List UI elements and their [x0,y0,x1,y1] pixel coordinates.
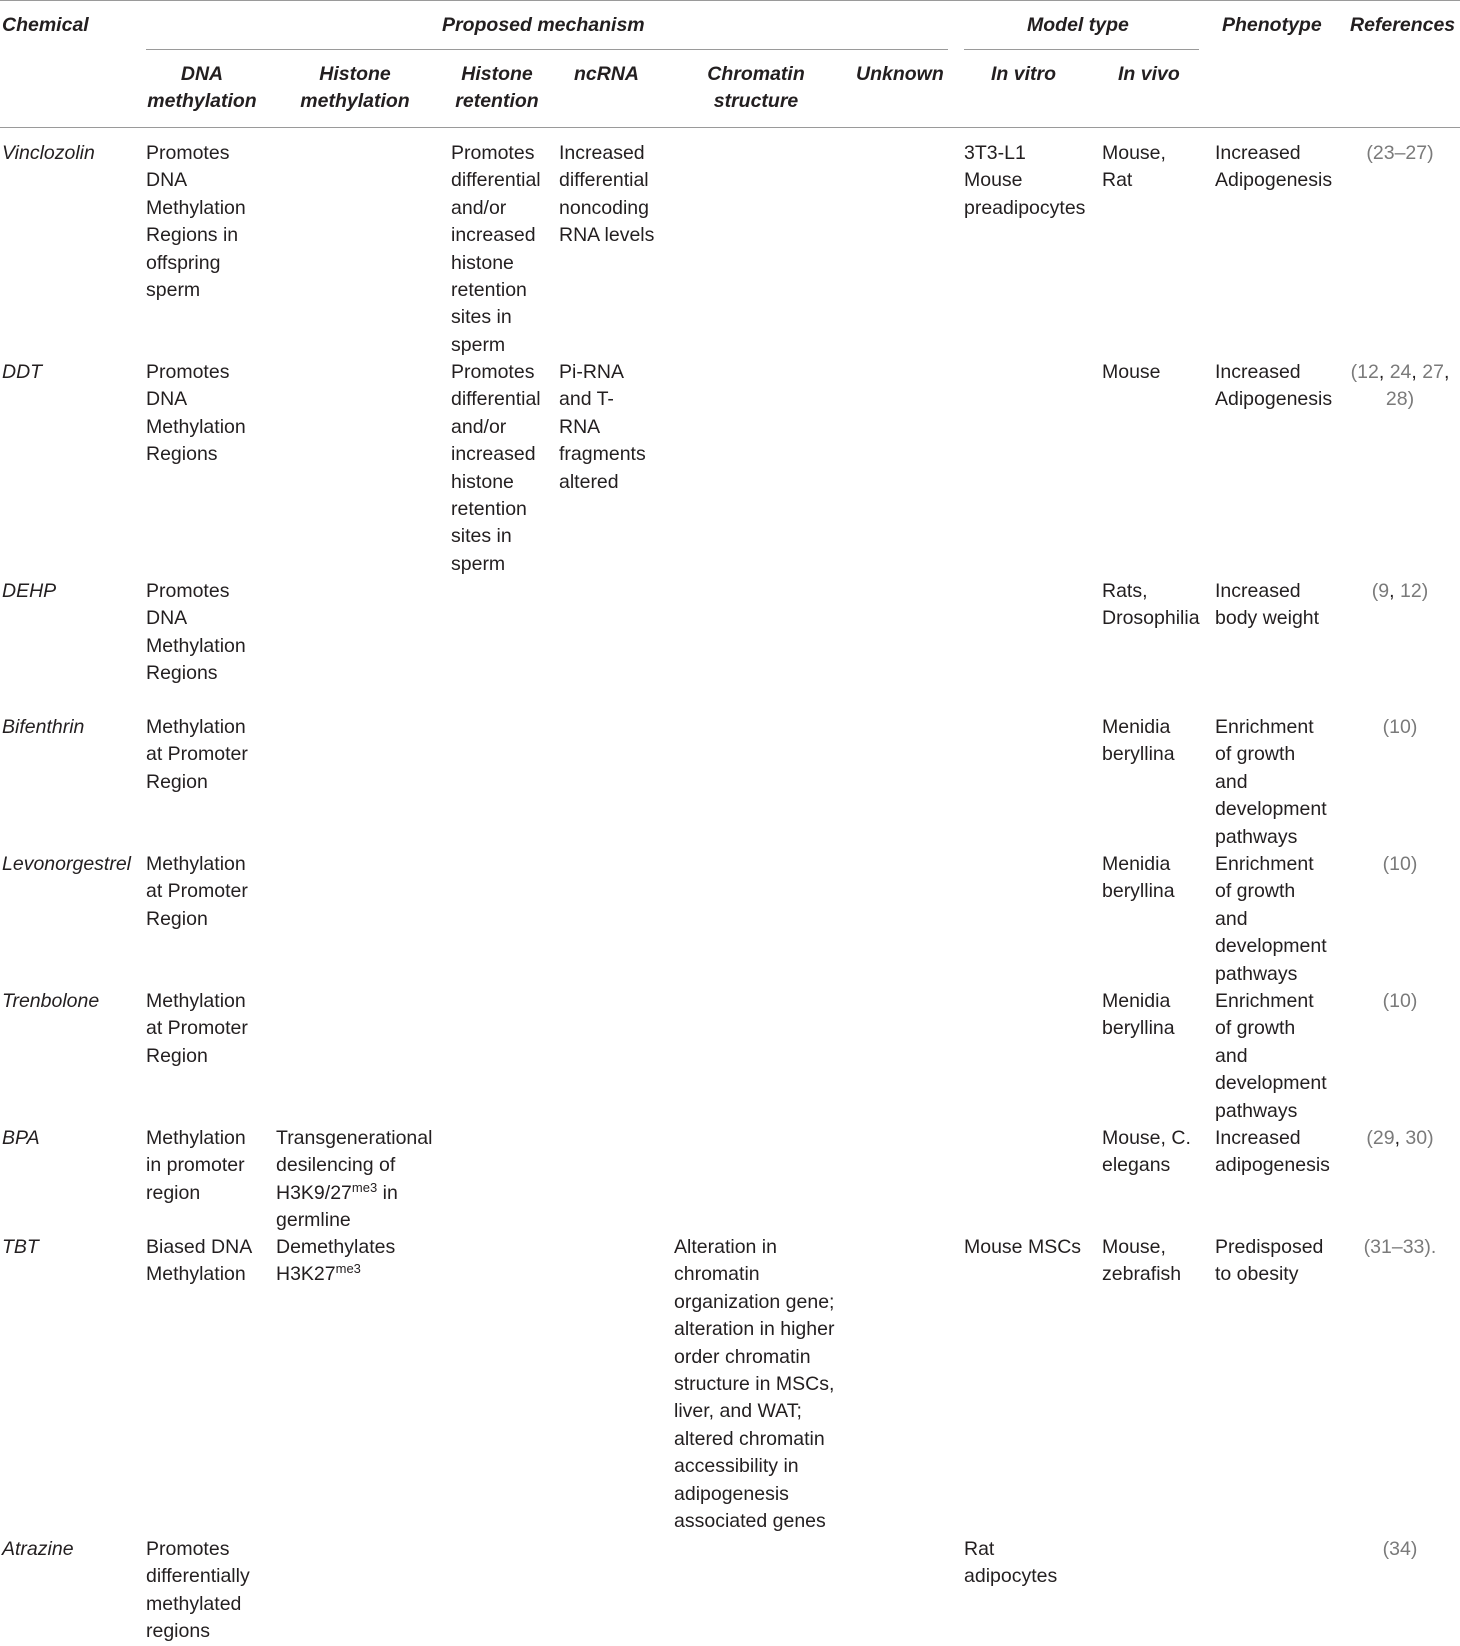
dna-methylation-cell-line: in promoter [146,1154,245,1177]
ncrna-cell-line: fragments [559,443,646,466]
dna-methylation-cell-line: Methylation [146,1127,246,1149]
in-vivo-cell-line: Mouse [1102,361,1161,383]
chromatin-structure-cell-line: adipogenesis [674,1482,789,1505]
histone-retention-cell-line: sites in [451,525,512,548]
phenotype-cell-line: Enrichment [1215,990,1314,1012]
in-vitro-cell-line: 3T3-L1 [964,142,1026,164]
chemical-name: Bifenthrin [2,716,85,738]
histone-methylation-cell [276,1125,432,1235]
ref-link[interactable]: 24 [1389,361,1412,383]
ncrna-cell-line: RNA [559,415,601,438]
in-vivo-cell-line: Mouse, C. [1102,1127,1191,1149]
phenotype-cell-line: to obesity [1215,1263,1299,1286]
phenotype-cell-line: Adipogenesis [1215,169,1333,192]
phenotype-cell-line: Increased [1215,142,1301,164]
chromatin-structure-cell-line: liver, and WAT; [674,1400,802,1423]
dna-methylation-cell-line: Methylation [146,1263,246,1286]
dna-methylation-cell-line: methylated [146,1592,242,1615]
phenotype-cell [1215,578,1319,633]
dna-methylation-cell-line: Methylation [146,196,246,219]
dna-methylation-cell-line: Methylation [146,990,246,1012]
ncrna-cell-line: noncoding [559,196,649,219]
ref-separator: , [1411,361,1423,383]
phenotype-cell [1215,140,1332,195]
in-vivo-cell [1102,578,1200,633]
dna-methylation-cell-line: Region [146,770,208,793]
dna-methylation-cell [146,988,248,1070]
references-cell [1342,851,1458,878]
histone-retention-cell [451,359,541,578]
ref-link[interactable]: 12 [1357,361,1379,383]
dna-methylation-cell-line: Methylation [146,853,246,875]
histone-retention-cell-line: differential [451,388,541,411]
in-vivo-cell-line: beryllina [1102,1017,1175,1040]
ref-paren-open: ( [1350,361,1358,383]
ref-paren-close: ) [1410,716,1418,738]
in-vivo-cell-line: Menidia [1102,716,1171,738]
ref-paren-open: ( [1382,990,1390,1012]
ncrna-cell [559,359,646,496]
ncrna-cell-line: Pi-RNA [559,361,625,383]
dna-methylation-cell-line: DNA [146,607,188,630]
histone-mark: H3K27 [276,1263,336,1286]
in-vivo-cell [1102,851,1175,906]
ref-link[interactable]: 9 [1378,580,1390,602]
histone-mark-suffix: in [377,1181,398,1204]
chemical-name: DDT [2,361,43,383]
chromatin-structure-cell-line: order chromatin [674,1345,811,1368]
in-vivo-cell-line: beryllina [1102,743,1175,766]
in-vivo-cell-line: Mouse, [1102,142,1166,164]
phenotype-cell-line: Increased [1215,1127,1301,1149]
phenotype-cell-line: adipogenesis [1215,1154,1330,1177]
ref-link[interactable]: 28 [1385,388,1408,411]
dna-methylation-cell-line: Promotes [146,142,230,164]
phenotype-cell-line: and [1215,1044,1248,1067]
phenotype-cell [1215,1234,1323,1289]
histone-retention-cell-line: sperm [451,333,506,356]
in-vivo-cell-line: Mouse, [1102,1236,1166,1258]
ref-link[interactable]: 29 [1372,1127,1395,1149]
in-vivo-cell [1102,140,1166,195]
chemical-name: Vinclozolin [2,142,95,164]
chromatin-structure-cell [674,1234,834,1535]
dna-methylation-cell-line: Regions [146,662,218,685]
histone-retention-cell-line: Promotes [451,361,535,383]
references-cell [1342,988,1458,1015]
histone-methylation-cell-line: Transgenerational [276,1127,433,1149]
ref-link[interactable]: 27 [1422,361,1444,383]
dna-methylation-cell-line: Methylation [146,415,246,438]
ref-paren-close: ) [1407,388,1415,411]
phenotype-cell-line: pathways [1215,1099,1298,1122]
phenotype-cell-line: body weight [1215,607,1320,630]
ref-separator: , [1394,1127,1406,1149]
phenotype-cell-line: of growth [1215,743,1296,766]
ncrna-cell-line: differential [559,169,649,192]
ref-paren-open: ( [1371,580,1379,602]
chromatin-structure-cell-line: structure in MSCs, [674,1373,835,1396]
dna-methylation-cell-line: DNA [146,169,188,192]
ref-paren-close: ) [1410,990,1418,1012]
ref-paren-close: ) [1421,580,1429,602]
dna-methylation-cell [146,1125,246,1207]
histone-mark-superscript: me3 [351,1179,378,1195]
ref-paren-close: ) [1410,1538,1418,1560]
header-proposed-mechanism: Proposed mechanism [442,14,645,36]
histone-methylation-cell-line [276,1180,432,1207]
references-cell [1342,1234,1458,1261]
dna-methylation-cell-line: regions [146,1620,210,1643]
phenotype-cell-line: Increased [1215,361,1301,383]
references-cell [1342,140,1458,167]
in-vitro-cell-line: Mouse [964,169,1023,192]
in-vivo-cell [1102,714,1175,769]
dna-methylation-cell [146,578,246,688]
phenotype-cell-line: development [1215,935,1327,958]
header-dna-methylation: DNA methylation [147,63,257,113]
histone-retention-cell-line: sites in [451,306,512,329]
dna-methylation-cell-line: Promotes [146,361,230,383]
phenotype-cell-line: development [1215,798,1327,821]
ref-paren-open: ( [1382,853,1390,875]
dna-methylation-cell-line: DNA [146,388,188,411]
header-in-vivo: In vivo [1118,63,1180,85]
histone-retention-cell-line: and/or [451,196,507,219]
ref-paren-close: ) [1427,1127,1434,1149]
ncrna-cell-line: and T- [559,388,614,411]
histone-methylation-cell-line [276,1261,395,1288]
dna-methylation-cell-line: Regions [146,443,218,466]
phenotype-cell [1215,851,1327,988]
histone-retention-cell-line: retention [451,279,527,302]
ref-link[interactable]: 10 [1389,990,1411,1012]
phenotype-cell-line: of growth [1215,1017,1296,1040]
histone-retention-cell-line: increased [451,443,536,466]
dna-methylation-cell-line: Methylation [146,716,246,738]
dna-methylation-cell [146,714,248,796]
ref-paren-close: ) [1427,142,1434,164]
histone-retention-cell-line: differential [451,169,541,192]
ncrna-cell-line: Increased [559,142,645,164]
histone-retention-cell-line: increased [451,224,536,247]
chemical-name: Trenbolone [2,990,100,1012]
in-vivo-cell [1102,1234,1181,1289]
dna-methylation-cell-line: region [146,1181,201,1204]
histone-retention-cell-line: Promotes [451,142,535,164]
phenotype-cell-line: and [1215,770,1248,793]
ref-paren-open: ( [1363,1236,1371,1258]
chemical-name: Levonorgestrel [2,853,131,875]
in-vivo-cell-line: elegans [1102,1154,1171,1177]
in-vivo-cell-line: Drosophilia [1102,607,1200,630]
header-phenotype: Phenotype [1222,14,1322,36]
dna-methylation-cell-line: Regions in [146,224,239,247]
phenotype-cell-line: Increased [1215,580,1301,602]
histone-retention-cell-line: retention [451,498,527,521]
phenotype-cell [1215,988,1327,1125]
histone-methylation-cell [276,1234,395,1289]
dna-methylation-cell-line: at Promoter [146,743,248,766]
dna-methylation-cell-line: at Promoter [146,1017,248,1040]
dna-methylation-cell [146,1536,250,1646]
chromatin-structure-cell-line: chromatin [674,1263,760,1286]
dna-methylation-cell-line: offspring [146,251,221,274]
header-ncrna: ncRNA [574,63,640,85]
in-vivo-cell-line: beryllina [1102,880,1175,903]
phenotype-cell [1215,1125,1330,1180]
phenotype-cell-line: Predisposed [1215,1236,1324,1258]
model-type-group-rule [964,49,1199,50]
ref-link[interactable]: 10 [1389,716,1411,738]
phenotype-cell [1215,359,1332,414]
header-chemical: Chemical [2,14,89,36]
chromatin-structure-cell-line: altered chromatin [674,1427,825,1450]
dna-methylation-cell-line: differentially [146,1565,250,1588]
header-references: References [1350,14,1456,36]
histone-retention-cell-line: and/or [451,415,507,438]
histone-retention-cell-line: sperm [451,552,506,575]
ref-link[interactable]: 34 [1389,1538,1411,1560]
header-model-type: Model type [1027,14,1129,36]
histone-methylation-cell-line: desilencing of [276,1154,396,1177]
in-vivo-cell-line: Rat [1102,169,1133,192]
chromatin-structure-cell-line: Alteration in [674,1236,777,1258]
ref-link[interactable]: 10 [1389,853,1411,875]
in-vivo-cell [1102,1125,1191,1180]
dna-methylation-cell-line: Promotes [146,580,230,602]
phenotype-cell-line: pathways [1215,825,1298,848]
in-vivo-cell-line: Rats, [1102,580,1148,602]
ref-link[interactable]: 12 [1400,580,1422,602]
phenotype-cell-line: Adipogenesis [1215,388,1333,411]
ncrna-cell-line: altered [559,470,619,493]
ref-paren-open: ( [1366,1127,1373,1149]
histone-methylation-cell-line: Demethylates [276,1236,396,1258]
histone-methylation-cell-line: germline [276,1209,351,1232]
chromatin-structure-cell-line: associated genes [674,1510,826,1533]
ref-paren-close: ) [1410,853,1418,875]
ref-separator: , [1389,580,1400,602]
in-vitro-cell-line: Mouse MSCs [964,1236,1082,1258]
table-top-rule [0,0,1460,1]
histone-retention-cell [451,140,541,359]
phenotype-cell-line: pathways [1215,962,1298,985]
chemical-name: Atrazine [2,1538,74,1560]
dna-methylation-cell-line: Region [146,1044,208,1067]
ncrna-cell-line: RNA levels [559,224,655,247]
header-histone-retention: Histone retention [455,63,539,113]
phenotype-cell-line: development [1215,1072,1327,1095]
phenotype-cell-line: Enrichment [1215,716,1314,738]
ref-link[interactable]: 30 [1405,1127,1428,1149]
ref-link[interactable]: 23–27 [1372,142,1428,164]
phenotype-cell-line: Enrichment [1215,853,1314,875]
ref-paren-open: ( [1382,716,1390,738]
histone-mark-superscript: me3 [335,1261,361,1277]
mechanism-group-rule [146,49,948,50]
dna-methylation-cell [146,140,246,304]
in-vitro-cell [964,1234,1081,1261]
chemical-name: DEHP [2,580,57,602]
header-unknown: Unknown [856,63,944,85]
header-in-vitro: In vitro [991,63,1057,85]
ref-paren-open: ( [1366,142,1373,164]
in-vivo-cell [1102,359,1161,386]
ref-paren-close: ). [1424,1236,1437,1258]
chemical-name: TBT [2,1236,39,1258]
ref-link[interactable]: 31–33 [1370,1236,1425,1258]
dna-methylation-cell-line: sperm [146,279,201,302]
references-cell [1342,1536,1458,1563]
header-bottom-rule [0,127,1460,128]
ref-paren-open: ( [1382,1538,1390,1560]
chromatin-structure-cell-line: organization gene; [674,1290,835,1313]
in-vivo-cell-line: Menidia [1102,990,1171,1012]
in-vitro-cell [964,140,1085,222]
in-vitro-cell-line: preadipocytes [964,196,1086,219]
dna-methylation-cell-line: Biased DNA [146,1236,253,1258]
references-cell [1342,714,1458,741]
chromatin-structure-cell-line: alteration in higher [674,1318,835,1341]
in-vivo-cell-line: Menidia [1102,853,1171,875]
header-histone-methylation: Histone methylation [300,63,410,113]
references-cell [1342,359,1458,414]
dna-methylation-cell [146,851,248,933]
chromatin-structure-cell-line: accessibility in [674,1455,799,1478]
in-vitro-cell-line: adipocytes [964,1565,1058,1588]
histone-retention-cell-line: histone [451,251,514,274]
ref-separator: , [1443,361,1450,383]
references-cell [1342,1125,1458,1152]
ncrna-cell [559,140,654,250]
in-vivo-cell-line: zebrafish [1102,1263,1182,1286]
histone-mark: H3K9/27 [276,1181,352,1204]
dna-methylation-cell-line: Region [146,907,208,930]
phenotype-cell-line: of growth [1215,880,1296,903]
header-chromatin-structure: Chromatin structure [707,63,805,113]
phenotype-cell-line: and [1215,907,1248,930]
dna-methylation-cell-line: at Promoter [146,880,248,903]
in-vitro-cell-line: Rat [964,1538,995,1560]
references-cell [1342,578,1458,605]
dna-methylation-cell-line: Methylation [146,634,246,657]
phenotype-cell [1215,714,1327,851]
in-vitro-cell [964,1536,1057,1591]
chemical-name: BPA [2,1127,40,1149]
dna-methylation-cell [146,359,246,469]
dna-methylation-cell [146,1234,252,1289]
dna-methylation-cell-line: Promotes [146,1538,230,1560]
in-vivo-cell [1102,988,1175,1043]
ref-separator: , [1378,361,1390,383]
histone-retention-cell-line: histone [451,470,514,493]
